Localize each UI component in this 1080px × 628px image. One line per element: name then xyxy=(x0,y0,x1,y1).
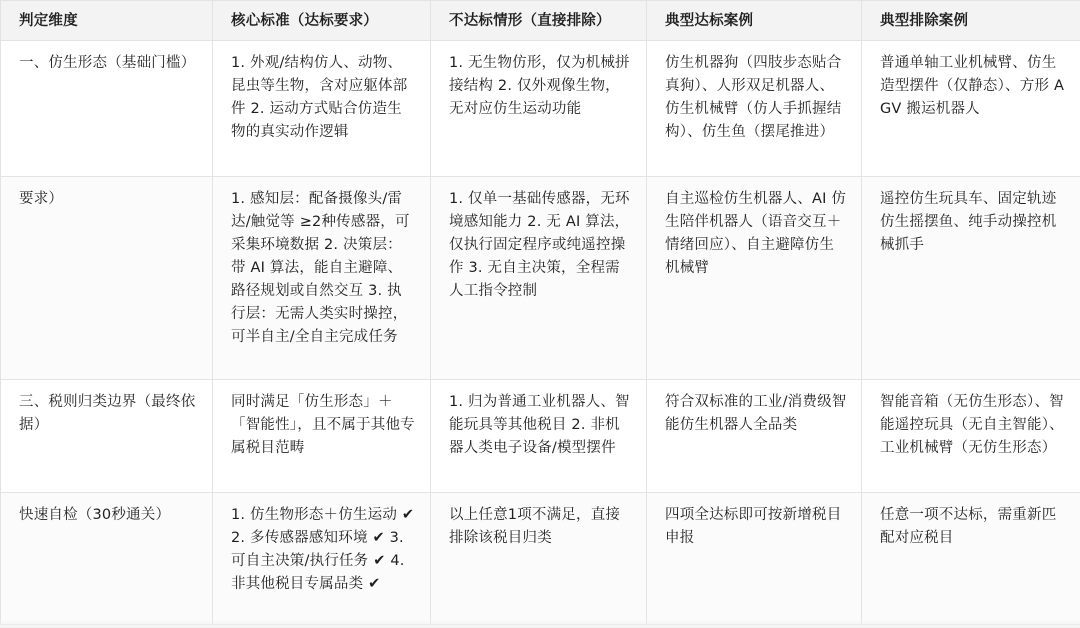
header-noncompliance: 不达标情形（直接排除） xyxy=(431,1,647,41)
table-row xyxy=(1,493,1080,625)
cell-text: 四项全达标即可按新增税目申报 xyxy=(665,507,842,546)
cell-noncompliance xyxy=(431,493,647,625)
cell-dimension xyxy=(1,380,213,493)
cell-text: 要求） xyxy=(19,191,64,207)
table-header-row xyxy=(1,1,1080,41)
cell-text: 任意一项不达标，需重新匹配对应税目 xyxy=(880,507,1057,546)
cell-dimension xyxy=(1,177,213,380)
cell-text: 一、仿生形态（基础门槛） xyxy=(19,55,196,71)
cell-compliant-cases xyxy=(647,41,862,177)
cell-compliant-cases xyxy=(647,177,862,380)
cell-text: 以上任意1项不满足，直接排除该税目归类 xyxy=(449,507,621,546)
cell-text: 1. 归为普通工业机器人、智能玩具等其他税目 2. 非机器人类电子设备/模型摆件 xyxy=(449,394,630,456)
cell-noncompliance xyxy=(431,380,647,493)
bottom-edge-shadow xyxy=(0,620,1080,628)
cell-text: 仿生机器狗（四肢步态贴合真狗）、人形双足机器人、仿生机械臂（仿人手抓握结构）、仿生鱼（摆尾推进） xyxy=(665,55,842,140)
header-compliant-cases: 典型达标案例 xyxy=(647,1,862,41)
cell-excluded-cases xyxy=(862,380,1080,493)
cell-core-standard xyxy=(213,493,431,625)
cell-text: 同时满足「仿生形态」＋「智能性」，且不属于其他专属税目范畴 xyxy=(231,394,415,456)
table-row xyxy=(1,41,1080,177)
cell-dimension xyxy=(1,493,213,625)
header-core-standard: 核心标准（达标要求） xyxy=(213,1,431,41)
cell-text: 自主巡检仿生机器人、AI 仿生陪伴机器人（语音交互＋情绪回应）、自主避障仿生机械臂 xyxy=(665,191,847,276)
cell-compliant-cases xyxy=(647,493,862,625)
cell-excluded-cases xyxy=(862,493,1080,625)
cell-text: 普通单轴工业机械臂、仿生造型摆件（仅静态）、方形 AGV 搬运机器人 xyxy=(880,55,1065,117)
cell-text: 1. 外观/结构仿人、动物、昆虫等生物，含对应躯体部件 2. 运动方式贴合仿造生物的真实动作逻辑 xyxy=(231,55,408,140)
cell-text: 遥控仿生玩具车、固定轨迹仿生摇摆鱼、纯手动操控机械抓手 xyxy=(880,191,1057,253)
header-dimension: 判定维度 xyxy=(1,1,213,41)
cell-text: 智能音箱（无仿生形态）、智能遥控玩具（无自主智能）、工业机械臂（无仿生形态） xyxy=(880,394,1064,456)
cell-excluded-cases xyxy=(862,41,1080,177)
cell-dimension xyxy=(1,41,213,177)
cell-text: 1. 仿生物形态＋仿生运动 ✔ 2. 多传感器感知环境 ✔ 3. 可自主决策/执行任务 ✔ 4. 非其他税目专属品类 ✔ xyxy=(231,507,420,592)
cell-core-standard xyxy=(213,177,431,380)
table-row xyxy=(1,177,1080,380)
cell-text: 符合双标准的工业/消费级智能仿生机器人全品类 xyxy=(665,394,847,433)
cell-text: 1. 感知层：配备摄像头/雷达/触觉等 ≥2种传感器，可采集环境数据 2. 决策层：带 AI 算法，能自主避障、路径规划或自然交互 3. 执行层：无需人类实时操控，可半自主/全自主完成任务 xyxy=(231,191,410,345)
cell-core-standard xyxy=(213,380,431,493)
table-row xyxy=(1,380,1080,493)
cell-excluded-cases xyxy=(862,177,1080,380)
cell-text: 1. 仅单一基础传感器，无环境感知能力 2. 无 AI 算法，仅执行固定程序或纯遥控操作 3. 无自主决策，全程需人工指令控制 xyxy=(449,191,630,299)
header-excluded-cases: 典型排除案例 xyxy=(862,1,1080,41)
cell-noncompliance xyxy=(431,177,647,380)
cell-compliant-cases xyxy=(647,380,862,493)
cell-text: 快速自检（30秒通关） xyxy=(19,507,171,523)
cell-text: 三、税则归类边界（最终依据） xyxy=(19,394,196,433)
cell-noncompliance xyxy=(431,41,647,177)
cell-core-standard xyxy=(213,41,431,177)
cell-text: 1. 无生物仿形，仅为机械拼接结构 2. 仅外观像生物，无对应仿生运动功能 xyxy=(449,55,630,117)
